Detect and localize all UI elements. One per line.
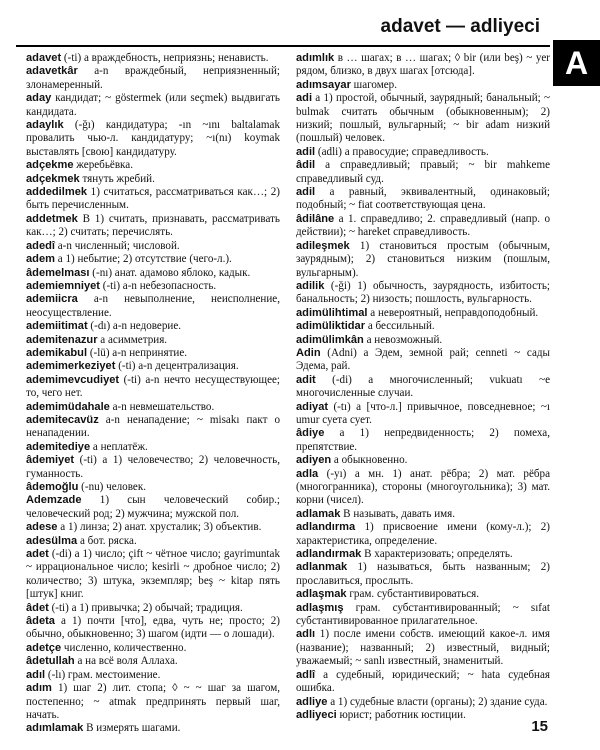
dictionary-entry bbox=[26, 159, 280, 172]
definition: a 1) непредвиденность; 2) помеха, препятствие. bbox=[296, 427, 550, 453]
definition: a бессильный. bbox=[365, 320, 435, 333]
dictionary-entry bbox=[26, 682, 280, 722]
headword: âdilâne bbox=[296, 212, 335, 225]
headword: adileşmek bbox=[296, 239, 350, 252]
definition: 1) после имени собств. имеющий какое-л. имя (название); названный; 2) известный, видный; уважаемый; ~ sanlı известный, знаменитый. bbox=[296, 628, 550, 668]
headword: ademimerkeziyet bbox=[26, 360, 116, 373]
headword: aday bbox=[26, 92, 52, 105]
headword: adımlık bbox=[296, 52, 335, 64]
definition: численно, количественно. bbox=[61, 641, 187, 654]
headword: adil bbox=[296, 145, 316, 158]
headword: adaylık bbox=[26, 119, 64, 132]
dictionary-entry bbox=[296, 334, 550, 347]
dictionary-entry bbox=[26, 401, 280, 414]
definition: (-ti) a 1) привычка; 2) обычай; традиция. bbox=[48, 601, 243, 614]
definition: 1) считаться, рассматриваться как…; 2) быть перечисленным. bbox=[26, 186, 280, 212]
definition: в … шагах; в … шагах; ◊ bir (или beş) ~ yer рядом, близко, в двух шагах [отсюда]. bbox=[296, 52, 550, 78]
dictionary-entry bbox=[26, 280, 280, 293]
dictionary-entry bbox=[296, 374, 550, 401]
dictionary-entry bbox=[296, 52, 550, 79]
right-column bbox=[296, 52, 550, 724]
headword: adımsayar bbox=[296, 78, 351, 91]
dictionary-entry bbox=[296, 280, 550, 307]
dictionary-entry bbox=[26, 494, 280, 521]
definition: (-di) a многочисленный; vukuatı ~e многочисленные случаи. bbox=[296, 373, 550, 400]
dictionary-entry bbox=[296, 401, 550, 428]
dictionary-entry bbox=[296, 548, 550, 561]
dictionary-entry bbox=[26, 548, 280, 602]
definition: a 1) простой, обычный, заурядный; банальный; ~ bulmak считать обычным (обыкновенным); 2) низкий; пошлый, вульгарный; ~ bir adam низкий (пошлый) человек. bbox=[296, 92, 550, 145]
dictionary-entry bbox=[26, 481, 280, 494]
definition: 1) называться, быть названным; 2) прославиться, прослыть. bbox=[296, 561, 550, 587]
definition: B характеризовать; определять. bbox=[361, 548, 513, 561]
definition: (-nu) человек. bbox=[78, 481, 146, 493]
dictionary-entry bbox=[26, 374, 280, 401]
headword: adem bbox=[26, 253, 55, 266]
dictionary-entry bbox=[296, 561, 550, 588]
headword: adlandırmak bbox=[296, 548, 362, 561]
definition: a судебный, юридический; ~ hata судебная ошибка. bbox=[296, 668, 550, 695]
definition: (-ti) a-n небезопасность. bbox=[100, 279, 217, 292]
headword: âdeta bbox=[26, 615, 55, 628]
definition: B называть, давать имя. bbox=[340, 507, 456, 520]
definition: a-n невыполнение, неисполнение, неосуществление. bbox=[26, 293, 280, 319]
dictionary-entry bbox=[26, 602, 280, 615]
headword: addetmek bbox=[26, 212, 78, 225]
dictionary-entry bbox=[26, 642, 280, 655]
definition: a невозможный. bbox=[363, 333, 443, 346]
headword: adiyen bbox=[296, 454, 332, 467]
dictionary-entry bbox=[26, 535, 280, 548]
headword: Adin bbox=[296, 346, 321, 359]
definition: шагомер. bbox=[350, 78, 398, 91]
dictionary-entry bbox=[296, 427, 550, 454]
definition: (-ti) a 1) человечество; 2) человечность, гуманность. bbox=[26, 454, 280, 480]
headword: adliyeci bbox=[296, 708, 337, 721]
headword: adım bbox=[26, 682, 52, 695]
definition: a неплатёж. bbox=[90, 440, 148, 453]
dictionary-entry bbox=[26, 186, 280, 213]
page-header-title: adavet — adliyeci bbox=[380, 16, 540, 37]
headword: adedî bbox=[26, 239, 55, 252]
definition: a-n численный; числовой. bbox=[54, 239, 180, 252]
headword: adçekmek bbox=[26, 172, 80, 185]
definition: a-n ненападение; ~ misakı пакт о ненападении. bbox=[26, 413, 280, 440]
headword: Ademzade bbox=[26, 494, 82, 507]
headword: adit bbox=[296, 373, 316, 386]
headword: ademitecavüz bbox=[26, 413, 99, 426]
dictionary-entry bbox=[26, 655, 280, 668]
headword: ademiicra bbox=[26, 293, 78, 306]
definition: a-n невмешательство. bbox=[109, 400, 215, 413]
headword: adimülimkân bbox=[296, 333, 364, 346]
headword: adlandırma bbox=[296, 521, 356, 534]
definition: a асимметрия. bbox=[97, 333, 168, 346]
dictionary-entry bbox=[296, 709, 550, 722]
definition: a на всё воля Аллаха. bbox=[74, 655, 178, 668]
headword: adimüliktidar bbox=[296, 320, 366, 333]
definition: (-ti) a-n децентрализация. bbox=[115, 360, 239, 373]
dictionary-entry bbox=[296, 628, 550, 668]
headword: âdet bbox=[26, 601, 49, 614]
dictionary-entry bbox=[296, 186, 550, 213]
definition: a 1) почти [что], едва, чуть не; просто; 2) обычно, обыкновенно; 3) шагом (идти — о лошади). bbox=[26, 615, 280, 641]
dictionary-entry bbox=[26, 213, 280, 240]
definition: (-lı) грам. местоимение. bbox=[45, 668, 161, 681]
headword: adetçe bbox=[26, 641, 62, 654]
definition: a равный, эквивалентный, одинаковый; подобный; ~ fiat соответствующая цена. bbox=[296, 186, 550, 212]
headword: adliye bbox=[296, 695, 328, 708]
dictionary-entry bbox=[296, 696, 550, 709]
dictionary-entry bbox=[26, 454, 280, 481]
definition: a 1) линза; 2) анат. хрусталик; 3) объектив. bbox=[57, 521, 262, 534]
dictionary-entry bbox=[26, 320, 280, 333]
dictionary-entry bbox=[26, 65, 280, 92]
dictionary-entry bbox=[296, 307, 550, 320]
headword: addedilmek bbox=[26, 186, 88, 199]
headword: ademimüdahale bbox=[26, 400, 110, 413]
headword: adımlamak bbox=[26, 722, 84, 735]
headword: adlaşmış bbox=[296, 601, 344, 614]
headword: ademiemniyet bbox=[26, 279, 100, 292]
definition: (Adni) a Эдем, земной рай; cenneti ~ сады Эдема, рай. bbox=[296, 346, 550, 373]
dictionary-entry bbox=[26, 615, 280, 642]
dictionary-entry bbox=[26, 414, 280, 441]
definition: тянуть жребий. bbox=[79, 172, 155, 185]
headword: adla bbox=[296, 467, 319, 480]
headword: adilik bbox=[296, 279, 325, 292]
dictionary-entry bbox=[296, 588, 550, 601]
headword: adçekme bbox=[26, 159, 74, 172]
definition: B 1) считать, признавать, рассматривать как…; 2) считать; перечислять. bbox=[26, 212, 280, 239]
headword: ademimevcudiyet bbox=[26, 373, 120, 386]
headword: âdetullah bbox=[26, 655, 75, 668]
definition: кандидат; ~ göstermek (или seçmek) выдвигать кандидата. bbox=[26, 92, 280, 118]
definition: (-dı) a-n недоверие. bbox=[87, 320, 182, 333]
definition: грам. субстантивированный; ~ sıfat субстантивированное прилагательное. bbox=[296, 601, 550, 628]
headword: adese bbox=[26, 521, 58, 534]
dictionary-entry bbox=[26, 240, 280, 253]
headword: adimülihtimal bbox=[296, 306, 368, 319]
definition: (-ti) a-n нечто несуществующее; то, чего нет. bbox=[26, 373, 280, 400]
headword: ademitenazur bbox=[26, 333, 98, 346]
definition: a-n враждебный, неприязненный; злонамеренный. bbox=[26, 65, 280, 91]
definition: a обыкновенно. bbox=[331, 454, 408, 467]
definition: (-nı) анат. адамово яблоко, кадык. bbox=[89, 266, 251, 279]
letter-tab: A bbox=[553, 40, 600, 86]
headword: adlanmak bbox=[296, 561, 348, 574]
dictionary-entry bbox=[296, 213, 550, 240]
dictionary-entry bbox=[296, 79, 550, 92]
header-rule bbox=[16, 45, 550, 47]
dictionary-entry bbox=[26, 52, 280, 65]
dictionary-entry bbox=[296, 92, 550, 146]
running-header bbox=[330, 14, 540, 44]
page-number: 15 bbox=[531, 718, 548, 735]
dictionary-entry bbox=[26, 521, 280, 534]
headword: adlî bbox=[296, 668, 316, 681]
definition: a невероятный, неправдоподобный. bbox=[367, 306, 539, 319]
dictionary-entry bbox=[26, 293, 280, 320]
dictionary-entry bbox=[296, 521, 550, 548]
dictionary-entry bbox=[26, 119, 280, 159]
headword: adavetkâr bbox=[26, 65, 78, 78]
dictionary-entry bbox=[26, 267, 280, 280]
dictionary-entry bbox=[296, 146, 550, 159]
headword: adlı bbox=[296, 628, 316, 641]
headword: adlaşmak bbox=[296, 588, 347, 601]
headword: âdemoğlu bbox=[26, 481, 79, 493]
headword: ademitediye bbox=[26, 440, 91, 453]
headword: adıl bbox=[26, 668, 46, 681]
dictionary-entry bbox=[296, 508, 550, 521]
definition: (-di) a 1) число; çift ~ чётное число; gayrimuntak ~ иррациональное число; kesirli ~ дробное число; 2) количество; 3) штука, экземпляр; beş ~ kitap пять [штук] книг. bbox=[26, 548, 280, 601]
definition: (-lü) a-n непринятие. bbox=[87, 346, 188, 359]
dictionary-entry bbox=[296, 159, 550, 186]
definition: a бот. ряска. bbox=[77, 534, 137, 547]
definition: 1) присвоение имени (кому-л.); 2) характеристика, определение. bbox=[296, 521, 550, 547]
dictionary-entry bbox=[26, 360, 280, 373]
headword: adil bbox=[296, 186, 316, 199]
definition: (-ğı) кандидатура; -ın ~ını baltalamak провалить чью-л. кандидатуру; ~ı(nı) koymak выставлять [свою] кандидатуру. bbox=[26, 119, 280, 158]
definition: (-tı) a [что-л.] привычное, повседневное; ~ı umur суета сует. bbox=[296, 400, 550, 426]
headword: âdiye bbox=[296, 427, 325, 440]
dictionary-entry bbox=[296, 468, 550, 508]
dictionary-entry bbox=[296, 602, 550, 629]
dictionary-entry bbox=[26, 92, 280, 119]
definition: 1) становиться простым (обычным, заурядным); 2) становиться низким (пошлым, вульгарным). bbox=[296, 239, 550, 279]
headword: adet bbox=[26, 548, 49, 561]
definition: a 1. справедливо; 2. справедливый (напр. о действии); ~ hareket справедливость. bbox=[296, 212, 550, 239]
dictionary-entry bbox=[296, 454, 550, 467]
headword: âdemiyet bbox=[26, 454, 75, 467]
dictionary-entry bbox=[296, 347, 550, 374]
left-column bbox=[26, 52, 280, 735]
dictionary-entry bbox=[26, 722, 280, 735]
dictionary-entry bbox=[26, 347, 280, 360]
dictionary-entry bbox=[296, 240, 550, 280]
dictionary-entry bbox=[26, 334, 280, 347]
dictionary-entry bbox=[26, 173, 280, 186]
definition: B измерять шагами. bbox=[83, 722, 181, 735]
dictionary-entry bbox=[296, 669, 550, 696]
definition: грам. субстантивироваться. bbox=[346, 588, 480, 601]
headword: âdemelması bbox=[26, 266, 90, 279]
dictionary-entry bbox=[296, 320, 550, 333]
headword: adesülma bbox=[26, 534, 78, 547]
definition: жеребьёвка. bbox=[73, 159, 133, 172]
headword: adlamak bbox=[296, 507, 341, 520]
dictionary-entry bbox=[26, 669, 280, 682]
definition: 1) сын человеческий собир.; человеческий род; 2) мужчина; мужской пол. bbox=[26, 494, 280, 520]
headword: ademiitimat bbox=[26, 320, 88, 333]
dictionary-entry bbox=[26, 441, 280, 454]
dictionary-entry bbox=[26, 253, 280, 266]
definition: (-ti) a враждебность, неприязнь; ненависть. bbox=[61, 52, 269, 64]
headword: adiyat bbox=[296, 400, 329, 413]
definition: 1) шаг 2) лит. стопа; ◊ ~ ~ шаг за шагом, постепенно; ~ atmak предпринять первый шаг, начать. bbox=[26, 682, 280, 721]
headword: adi bbox=[296, 92, 313, 105]
definition: a справедливый; правый; ~ bir mahkeme справедливый суд. bbox=[296, 159, 550, 185]
definition: юрист; работник юстиции. bbox=[336, 708, 466, 721]
definition: a 1) небытие; 2) отсутствие (чего-л.). bbox=[54, 253, 232, 266]
headword: âdil bbox=[296, 159, 316, 172]
definition: (-yı) a мн. 1) анат. рёбра; 2) мат. рёбра (многогранника), стороны (многоугольника); 3) мат. корни (чисел). bbox=[296, 467, 550, 507]
headword: adavet bbox=[26, 52, 62, 64]
definition: (adli) a правосудие; справедливость. bbox=[315, 145, 489, 158]
definition: a 1) судебные власти (органы); 2) здание суда. bbox=[327, 695, 548, 708]
definition: (-ği) 1) обычность, заурядность, избитость; банальность; 2) низость; пошлость, вульгарность. bbox=[296, 279, 550, 306]
headword: ademikabul bbox=[26, 346, 88, 359]
